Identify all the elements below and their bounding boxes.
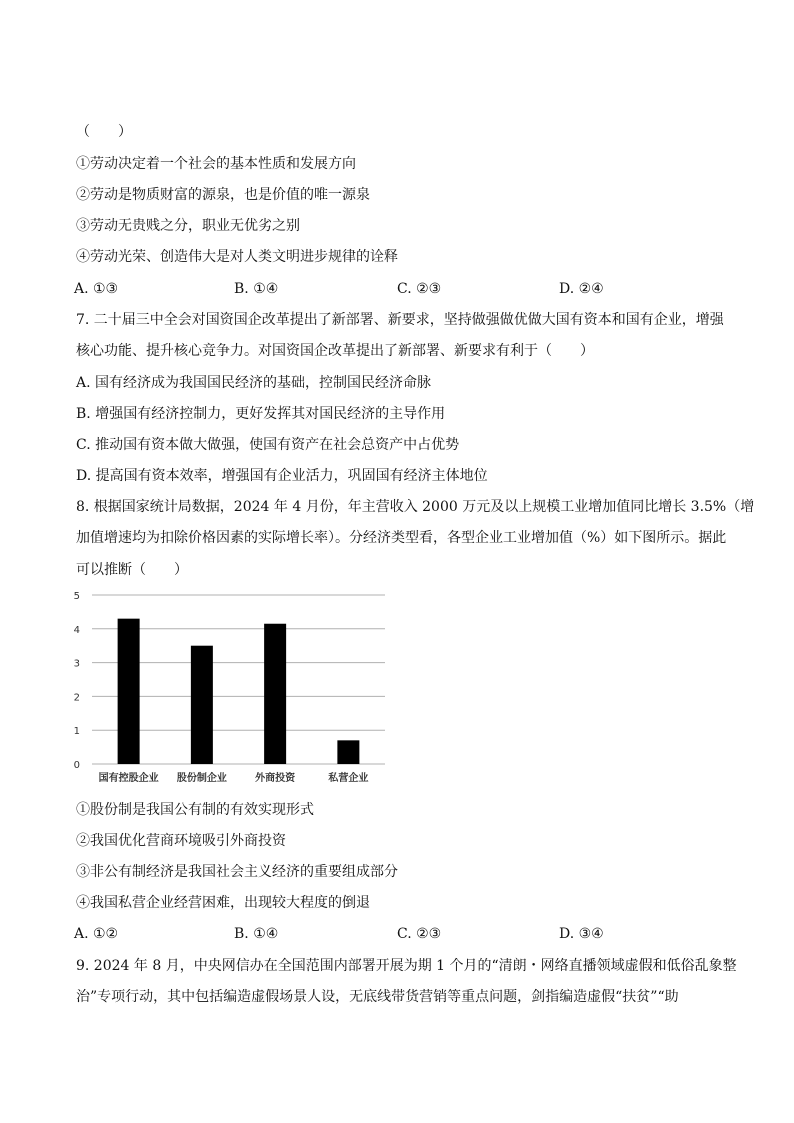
q9-stem-line-2: 治”专项行动，其中包括编造虚假场景人设，无底线带货营销等重点问题，剑指编造虚假“扶贫”“助 [76, 989, 679, 1005]
q8-statement-4: ④我国私营企业经营困难，出现较大程度的倒退 [76, 895, 370, 911]
q6-paren: （ ） [76, 124, 132, 140]
x-tick-label-1: 股份制企业 [176, 773, 227, 784]
q7-stem-line-2: 核心功能、提升核心竞争力。对国资国企改革提出了新部署、新要求有利于（ ） [76, 343, 594, 359]
x-tick-label-2: 外商投资 [255, 773, 296, 784]
q6-statement-3: ③劳动无贵贱之分，职业无优劣之别 [76, 218, 300, 234]
q8-statement-3: ③非公有制经济是我国社会主义经济的重要组成部分 [76, 864, 398, 880]
q6-option-c: C. ②③ [397, 281, 442, 297]
q8-option-d: D. ③④ [559, 926, 604, 942]
q8-statement-2: ②我国优化营商环境吸引外商投资 [76, 833, 286, 849]
q7-stem-line-1: 7. 二十届三中全会对国资国企改革提出了新部署、新要求，坚持做强做优做大国有资本和国有企业，增强 [76, 312, 724, 328]
y-tick-label-5: 5 [73, 591, 80, 602]
q6-option-d: D. ②④ [559, 281, 604, 297]
q6-option-a: A. ①③ [74, 281, 119, 297]
q8-stem-line-2: 加值增速均为扣除价格因素的实际增长率）。分经济类型看，各型企业工业增加值（%）如下图所示。据此 [76, 530, 727, 546]
q6-option-b: B. ①④ [234, 281, 279, 297]
x-tick-label-0: 国有控股企业 [98, 773, 159, 784]
q6-statement-2: ②劳动是物质财富的源泉，也是价值的唯一源泉 [76, 187, 370, 203]
q8-option-c: C. ②③ [397, 926, 442, 942]
q6-statement-4: ④劳动光荣、创造伟大是对人类文明进步规律的诠释 [76, 249, 398, 265]
bar-0 [118, 619, 140, 764]
q8-statement-1: ①股份制是我国公有制的有效实现形式 [76, 802, 314, 818]
q6-statement-1: ①劳动决定着一个社会的基本性质和发展方向 [76, 156, 356, 172]
q8-stem-line-3: 可以推断（ ） [76, 562, 188, 578]
q7-choice-a: A. 国有经济成为我国国民经济的基础，控制国民经济命脉 [76, 375, 432, 391]
q9-stem-line-1: 9. 2024 年 8 月，中央网信办在全国范围内部署开展为期 1 个月的“清朗・网络直播领域虚假和低俗乱象整 [76, 958, 737, 974]
q8-option-b: B. ①④ [234, 926, 279, 942]
bar-1 [191, 646, 213, 764]
q7-choice-b: B. 增强国有经济控制力，更好发挥其对国民经济的主导作用 [76, 406, 446, 422]
bar-2 [264, 624, 286, 764]
x-tick-label-3: 私营企业 [328, 773, 369, 784]
y-tick-label-2: 2 [73, 692, 80, 704]
bar-chart [70, 585, 390, 790]
q7-choice-d: D. 提高国有资本效率，增强国有企业活力，巩固国有经济主体地位 [76, 468, 488, 484]
q8-option-a: A. ①② [74, 926, 119, 942]
y-tick-label-1: 1 [73, 726, 80, 738]
y-tick-label-0: 0 [73, 760, 80, 771]
y-tick-label-3: 3 [73, 658, 80, 670]
q7-choice-c: C. 推动国有资本做大做强，使国有资产在社会总资产中占优势 [76, 437, 460, 453]
q8-stem-line-1: 8. 根据国家统计局数据，2024 年 4 月份，年主营收入 2000 万元及以上规模工业增加值同比增长 3.5%（增 [76, 499, 755, 515]
y-tick-label-4: 4 [73, 624, 80, 636]
bar-3 [337, 740, 359, 764]
